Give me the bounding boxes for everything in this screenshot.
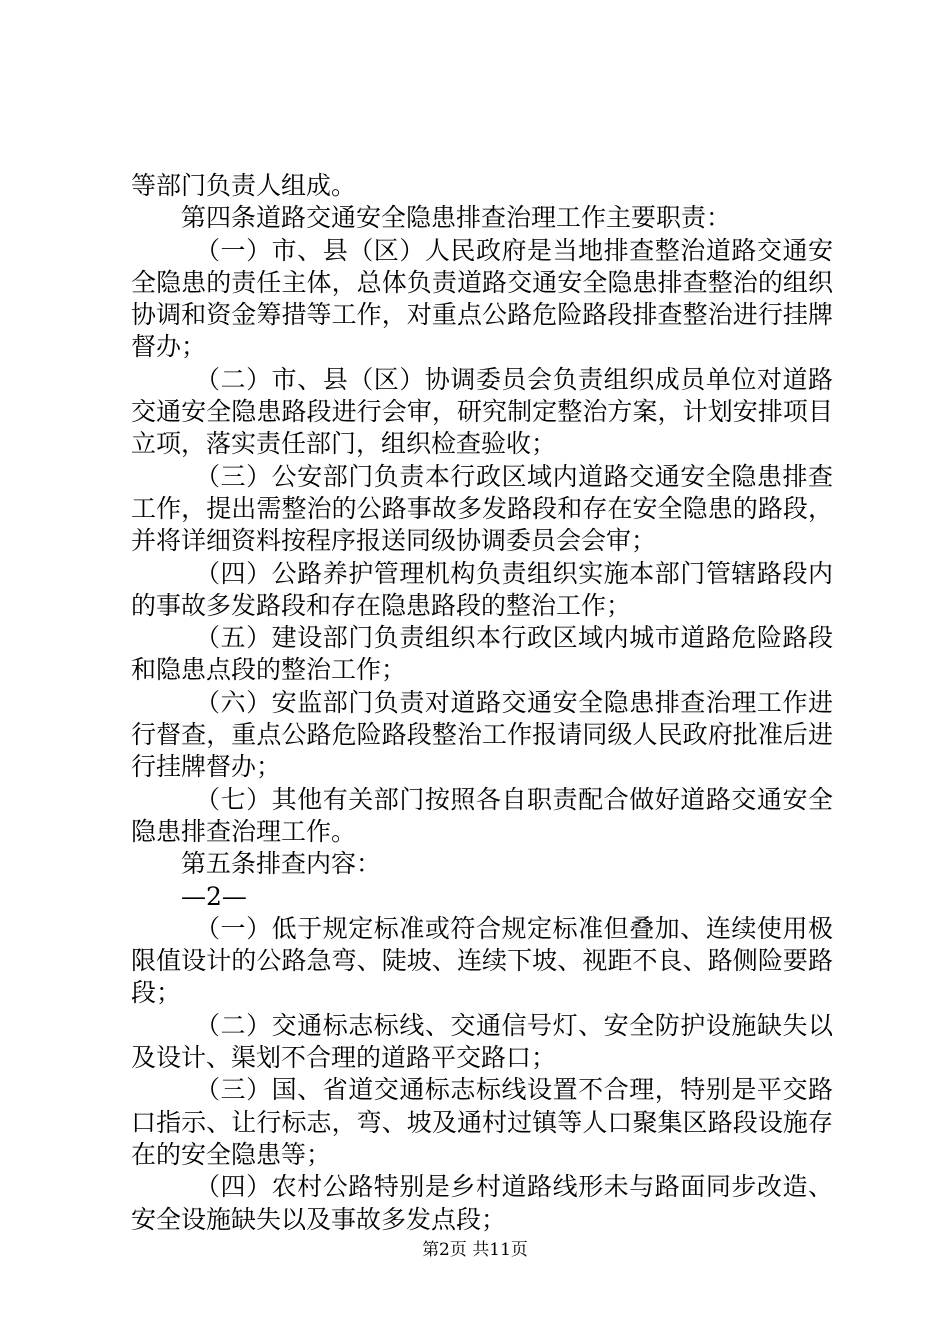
paragraph: 等部门负责人组成。 (131, 171, 357, 200)
paragraph: （一）低于规定标准或符合规定标准但叠加、连续使用极限值设计的公路急弯、陡坡、连续下坡、视距不良、路侧险要路段； (131, 913, 833, 1008)
paragraph: （四）农村公路特别是乡村道路线形未与路面同步改造、安全设施缺失以及事故多发点段； (131, 1172, 833, 1234)
inline-page-marker: —2— (181, 881, 247, 911)
paragraph: （七）其他有关部门按照各自职责配合做好道路交通安全隐患排查治理工作。 (131, 784, 833, 846)
article-heading: 第五条排查内容： (181, 849, 382, 879)
paragraph: （四）公路养护管理机构负责组织实施本部门管辖路段内的事故多发路段和存在隐患路段的整治工作； (131, 558, 833, 620)
page-footer: 第2页 共11页 (422, 1240, 528, 1260)
paragraph: （三）公安部门负责本行政区域内道路交通安全隐患排查工作，提出需整治的公路事故多发路段和存在安全隐患的路段，并将详细资料按程序报送同级协调委员会会审； (131, 461, 833, 556)
paragraph: （二）交通标志标线、交通信号灯、安全防护设施缺失以及设计、渠划不合理的道路平交路口； (131, 1010, 833, 1073)
paragraph: （三）国、省道交通标志标线设置不合理，特别是平交路口指示、让行标志，弯、坡及通村过镇等人口聚集区路段设施存在的安全隐患等； (131, 1075, 833, 1169)
article-heading: 第四条道路交通安全隐患排查治理工作主要职责： (181, 203, 732, 233)
paragraph: （五）建设部门负责组织本行政区域内城市道路危险路段和隐患点段的整治工作； (131, 623, 833, 685)
document-body (131, 170, 833, 1236)
paragraph: （二）市、县（区）协调委员会负责组织成员单位对道路交通安全隐患路段进行会审，研究制定整治方案，计划安排项目立项，落实责任部门，组织检查验收； (131, 364, 833, 459)
paragraph: （一）市、县（区）人民政府是当地排查整治道路交通安全隐患的责任主体，总体负责道路交通安全隐患排查整治的组织协调和资金筹措等工作，对重点公路危险路段排查整治进行挂牌督办； (131, 235, 833, 362)
paragraph: （六）安监部门负责对道路交通安全隐患排查治理工作进行督查，重点公路危险路段整治工作报请同级人民政府批准后进行挂牌督办； (131, 687, 833, 782)
